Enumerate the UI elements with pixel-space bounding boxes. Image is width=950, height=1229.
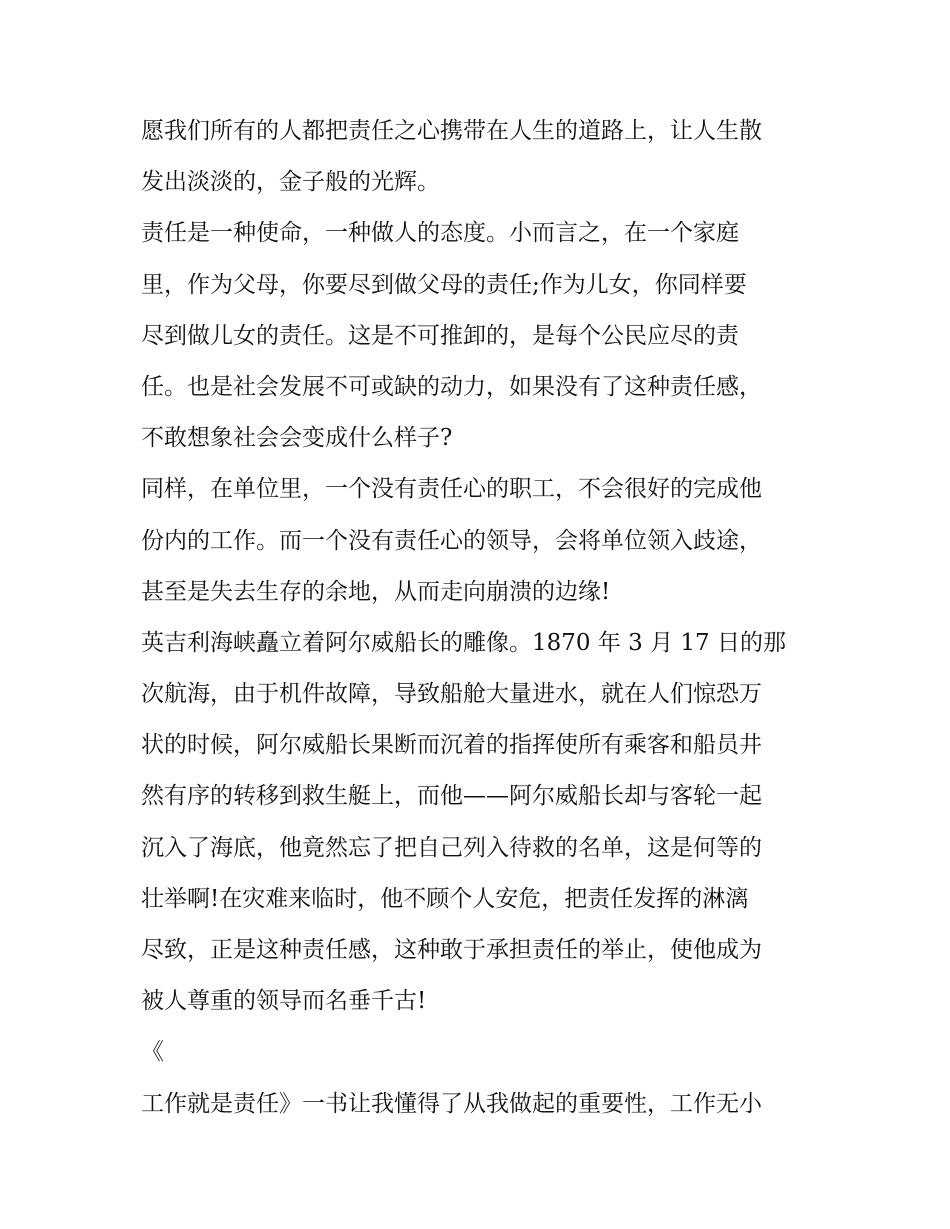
text-line: 状的时候，阿尔威船长果断而沉着的指挥使所有乘客和船员井 xyxy=(141,732,762,759)
text-line: 《 xyxy=(141,1039,164,1066)
text-line: 壮举啊!在灾难来临时，他不顾个人安危，把责任发挥的淋漓 xyxy=(141,885,749,912)
text-line: 发出淡淡的，金子般的光辉。 xyxy=(141,169,440,196)
text-line: 沉入了海底，他竟然忘了把自己列入待救的名单，这是何等的 xyxy=(141,834,762,861)
text-line: 尽到做儿女的责任。这是不可推卸的，是每个公民应尽的责 xyxy=(141,322,739,349)
text-line: 同样，在单位里，一个没有责任心的职工，不会很好的完成他 xyxy=(141,476,762,503)
text-line: 愿我们所有的人都把责任之心携带在人生的道路上，让人生散 xyxy=(141,118,762,144)
text-line: 里，作为父母，你要尽到做父母的责任;作为儿女，你同样要 xyxy=(141,271,747,298)
text-line: 不敢想象社会会变成什么样子? xyxy=(141,425,453,452)
text-line: 份内的工作。而一个没有责任心的领导，会将单位领入歧途， xyxy=(141,527,762,554)
text-line: 次航海，由于机件故障，导致船舱大量进水，就在人们惊恐万 xyxy=(141,681,762,708)
text-line: 尽致，正是这种责任感，这种敢于承担责任的举止，使他成为 xyxy=(141,937,762,963)
body-text xyxy=(141,106,821,1130)
text-line: 被人尊重的领导而名垂千古! xyxy=(141,988,427,1015)
text-line: 甚至是失去生存的余地，从而走向崩溃的边缘! xyxy=(141,578,611,605)
text-line: 然有序的转移到救生艇上，而他——阿尔威船长却与客轮一起 xyxy=(141,783,762,810)
text-line: 任。也是社会发展不可或缺的动力，如果没有了这种责任感， xyxy=(141,373,762,400)
text-line: 英吉利海峡矗立着阿尔威船长的雕像。1870 年 3 月 17 日的那 xyxy=(141,629,786,656)
text-line: 工作就是责任》一书让我懂得了从我做起的重要性，工作无小 xyxy=(141,1090,762,1117)
text-line: 责任是一种使命，一种做人的态度。小而言之，在一个家庭 xyxy=(141,220,739,247)
